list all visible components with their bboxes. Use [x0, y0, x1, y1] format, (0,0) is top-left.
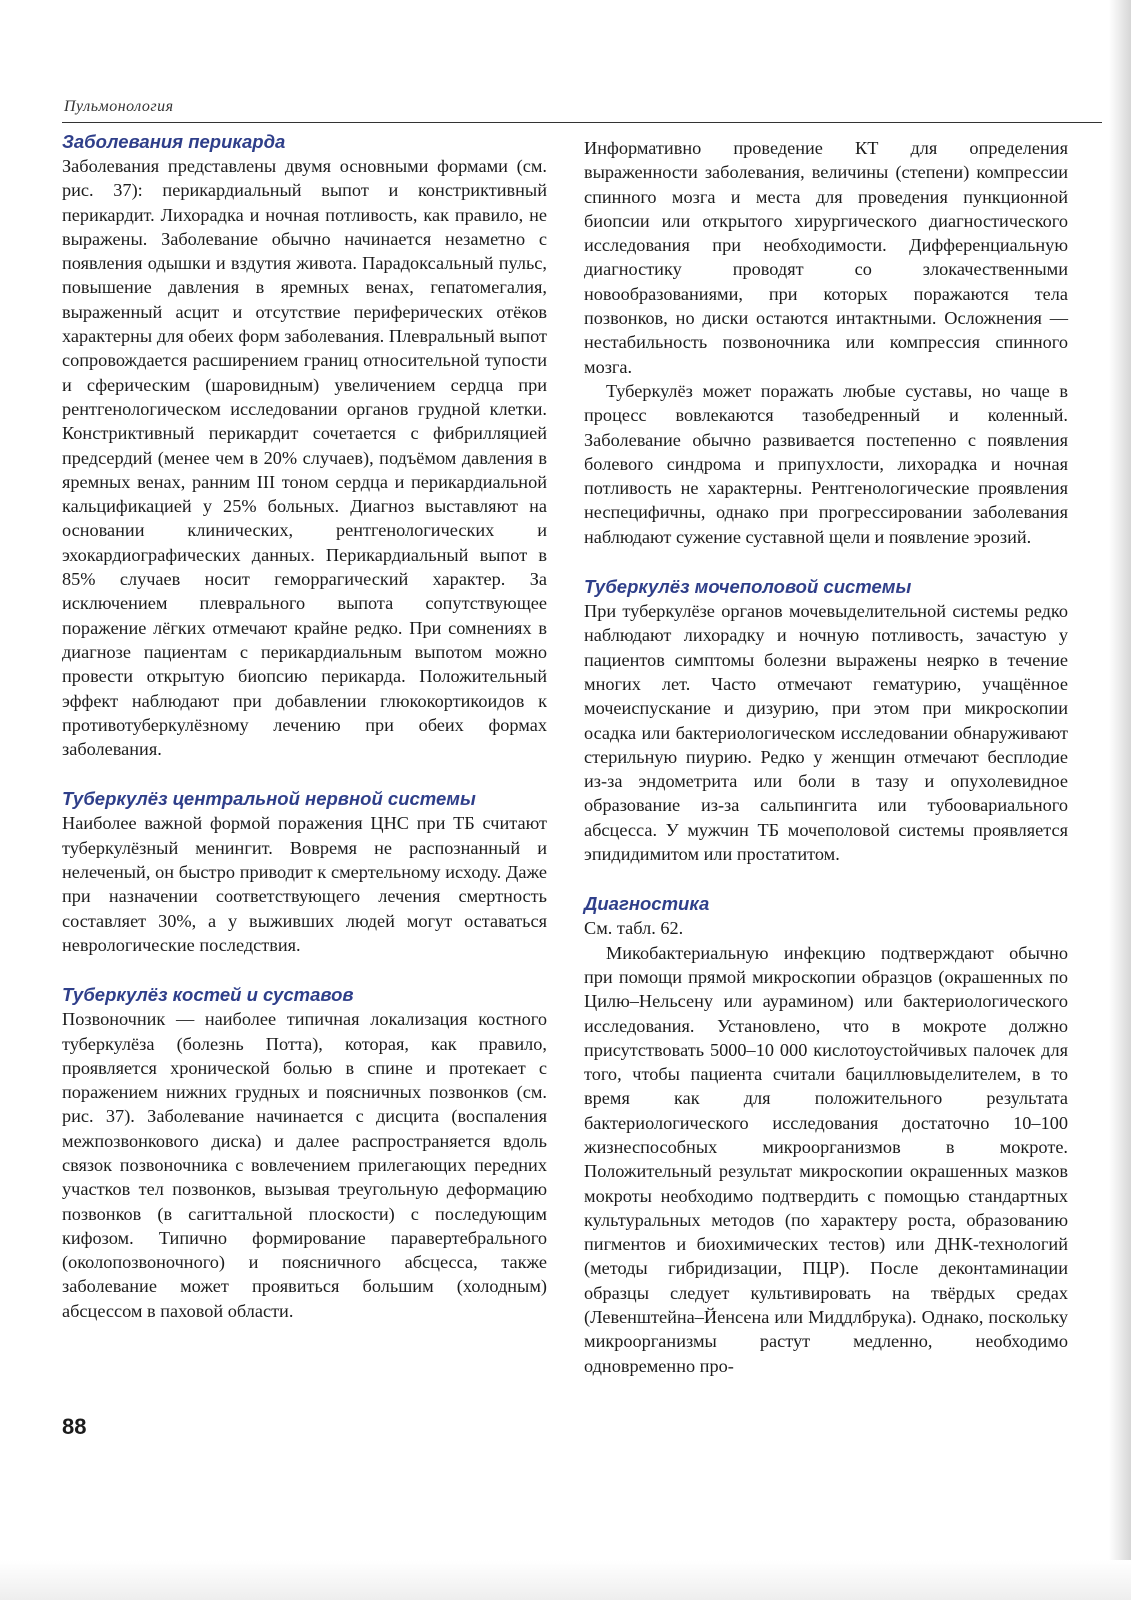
header-rule [62, 122, 1102, 123]
right-column [584, 136, 1068, 1378]
paragraph: Микобактериальную инфекцию подтверждают обычно при помощи прямой микроскопии образцов (окрашенных по Цилю–Нельсену или аурамином) или бактериологического исследования. Установлено, что в мокроте должно присутствовать 5000–10 000 кислотоустойчивых палочек для того, чтобы пациента считали бациллювыделителем, в то время как для положительного результата бактериологического исследования достаточно 10–100 жизнеспособных микроорганизмов в мокроте. Положительный результат микроскопии окрашенных мазков мокроты необходимо подтвердить с помощью стандартных культуральных методов (по характеру роста, образованию пигментов и биохимических тестов) или ДНК-технологий (методы гибридизации, ПЦР). После деконтаминации образцы следует культивировать на твёрдых средах (Левенштейна–Йенсена или Миддлбрука). Однако, поскольку микроорганизмы растут медленно, необходимо одновременно про- [584, 942, 1068, 1376]
paragraph: Наиболее важной формой поражения ЦНС при ТБ считают туберкулёзный менингит. Вовремя не распознанный и нелеченый, он быстро приводит к смертельному исходу. Даже при назначении соответствующего лечения смертность составляет 30%, а у выживших людей могут оставаться неврологические последствия. [62, 813, 547, 955]
page-bottom-shadow [0, 1560, 1131, 1600]
section-heading-bones: Туберкулёз костей и суставов [62, 984, 354, 1006]
page-number: 88 [62, 1414, 87, 1439]
paragraph: См. табл. 62. [584, 918, 684, 939]
paragraph: Заболевания представлены двумя основными формами (см. рис. 37): перикардиальный выпот и констриктивный перикардит. Лихорадка и ночная потливость, как правило, не выражены. Заболевание обычно начинается незаметно с появления одышки и вздутия живота. Парадоксальный пульс, повышение давления в яремных венах, гепатомегалия, выраженный асцит и отсутствие периферических отёков характерны для обеих форм заболевания. Плевральный выпот сопровождается расширением границ относительной тупости и сферическим (шаровидным) увеличением сердца при рентгенологическом исследовании органов грудной клетки. Констриктивный перикардит сочетается с фибрилляцией предсердий (менее чем в 20% случаев), подъёмом давления в яремных венах, ранним III тоном сердца и перикардиальной кальцификацией у 25% больных. Диагноз выставляют на основании клинических, рентгенологических и эхокардиографических данных. Перикардиальный выпот в 85% случаев носит геморрагический характер. За исключением плеврального выпота сопутствующее поражение лёгких отмечают крайне редко. При сомнениях в диагнозе пациентам с перикардиальным выпотом можно провести открытую биопсию перикарда. Положительный эффект наблюдают при добавлении глюкокортикоидов к противотуберкулёзному лечению при обеих формах заболевания. [62, 156, 547, 760]
left-column [62, 130, 547, 1323]
paragraph: Позвоночник — наиболее типичная локализация костного туберкулёза (болезнь Потта), которая, как правило, проявляется хронической болью в спине и протекает с поражением нижних грудных и поясничных позвонков (см. рис. 37). Заболевание начинается с дисцита (воспаления межпозвонкового диска) и далее распространяется вдоль связок позвоночника с вовлечением прилегающих передних участков тел позвонков, вызывая треугольную деформацию позвонков (в сагиттальной плоскости) с последующим кифозом. Типично формирование паравертебрального (околопозвоночного) и поясничного абсцесса, также заболевание может проявиться большим (холодным) абсцессом в паховой области. [62, 1009, 547, 1321]
paragraph: Туберкулёз может поражать любые суставы, но чаще в процесс вовлекаются тазобедренный и коленный. Заболевание обычно развивается постепенно с появления болевого синдрома и припухлости, лихорадка и ночная потливость не характерны. Рентгенологические проявления неспецифичны, однако при прогрессировании заболевания наблюдают сужение суставной щели и появление эрозий. [584, 380, 1068, 547]
page-edge-shadow [1109, 0, 1131, 1600]
paragraph: При туберкулёзе органов мочевыделительной системы редко наблюдают лихорадку и ночную потливость, зачастую у пациентов симптомы болезни выражены неярко в течение многих лет. Часто отмечают гематурию, учащённое мочеиспускание и дизурию, при этом при микроскопии осадка или бактериологическом исследовании обнаруживают стерильную пиурию. Редко у женщин отмечают бесплодие из-за эндометрита или боли в тазу и опухолевидное образование из-за сальпингита или тубоовариального абсцесса. У мужчин ТБ мочеполовой системы проявляется эпидидимитом или простатитом. [584, 601, 1068, 865]
section-heading-diagnostics: Диагностика [584, 893, 710, 915]
section-heading-urogenital: Туберкулёз мочеполовой системы [584, 576, 912, 598]
section-heading-pericardium: Заболевания перикарда [62, 131, 286, 152]
paragraph: Информативно проведение КТ для определения выраженности заболевания, величины (степени) компрессии спинного мозга и места для проведения пункционной биопсии или открытого хирургического диагностического исследования при необходимости. Дифференциальную диагностику проводят со злокачественными новообразованиями, при которых поражаются тела позвонков, но диски остаются интактными. Осложнения — нестабильность позвоночника или компрессия спинного мозга. [584, 138, 1068, 377]
section-heading-cns: Туберкулёз центральной нервной системы [62, 788, 476, 810]
running-head: Пульмонология [64, 98, 174, 115]
